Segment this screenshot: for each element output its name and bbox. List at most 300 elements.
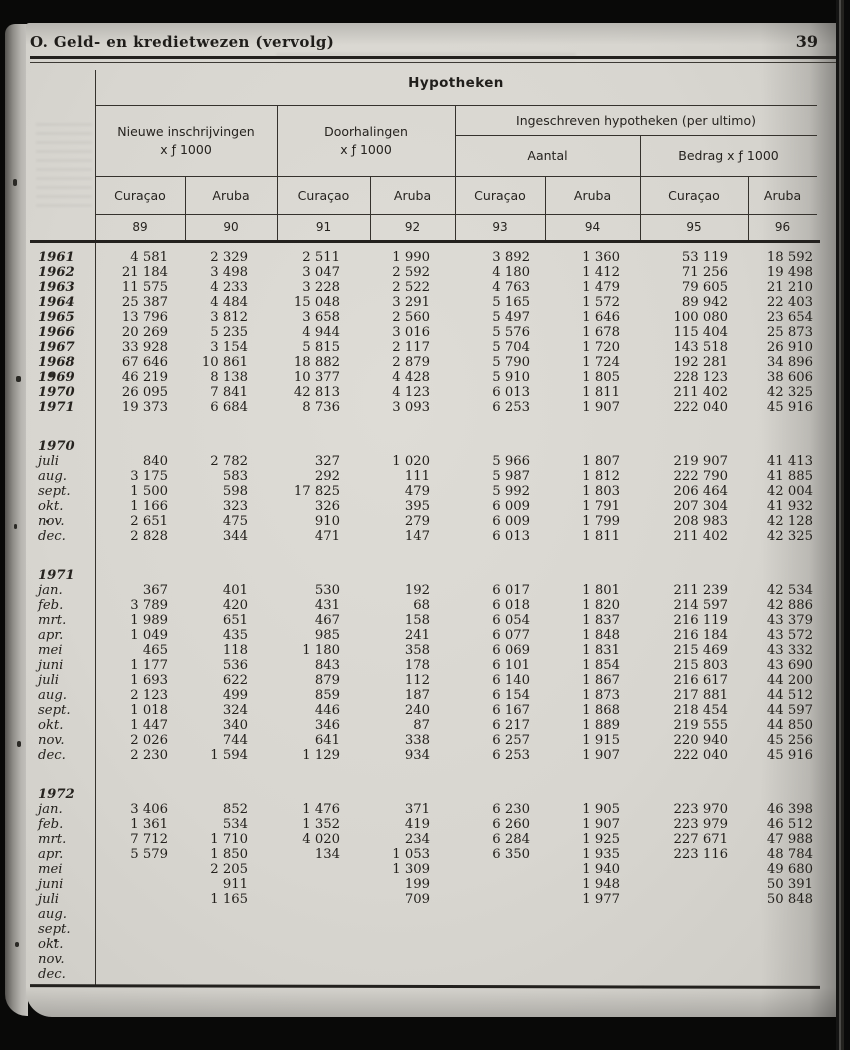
row-label: mei [38, 862, 63, 877]
region-header-91: Curaçao [297, 187, 350, 203]
table-row [30, 265, 820, 280]
cell-col-96: 43 332 [766, 643, 813, 658]
table-row [30, 484, 820, 499]
page-stack-left-edge [5, 24, 28, 1016]
cell-col-91 [277, 922, 370, 937]
cell-col-89 [95, 922, 185, 937]
cell-col-93: 6 284 [492, 832, 530, 847]
column-number-94: 94 [584, 220, 601, 234]
cell-col-89: 840 [142, 454, 168, 469]
cell-col-94: 1 915 [582, 733, 620, 748]
row-label: okt. [38, 937, 64, 952]
cell-col-95 [640, 967, 748, 982]
row-label: sept. [38, 922, 71, 937]
table-row [30, 817, 820, 832]
table-section [30, 787, 820, 982]
cell-col-93: 6 013 [492, 385, 530, 400]
cell-col-95: 192 281 [673, 355, 728, 370]
table-section [30, 568, 820, 763]
cell-col-91: 859 [314, 688, 340, 703]
row-label: aug. [38, 469, 67, 484]
cell-col-96: 42 886 [766, 598, 813, 613]
table-row [30, 370, 820, 385]
row-label: 1962 [38, 265, 75, 280]
row-label: juli [38, 892, 60, 907]
cell-col-92: 3 016 [392, 325, 430, 340]
subgroup-bedrag: Bedrag x ƒ 1000 [678, 148, 779, 163]
cell-col-94: 1 925 [582, 832, 620, 847]
cell-col-93: 6 069 [492, 643, 530, 658]
cell-col-89: 2 828 [130, 529, 168, 544]
scan-speck [16, 376, 21, 382]
table-row [30, 385, 820, 400]
cell-col-93: 6 167 [492, 703, 530, 718]
cell-col-92: 4 123 [392, 385, 430, 400]
cell-col-93: 4 180 [492, 265, 530, 280]
cell-col-91: 10 377 [293, 370, 340, 385]
cell-col-94: 1 805 [582, 370, 620, 385]
table-row [30, 310, 820, 325]
row-label: mrt. [38, 832, 67, 847]
row-label: dec. [38, 529, 66, 544]
cell-col-96: 41 932 [766, 499, 813, 514]
cell-col-94: 1 812 [582, 469, 620, 484]
cell-col-92: 234 [404, 832, 430, 847]
cell-col-96: 22 403 [766, 295, 813, 310]
row-label: okt. [38, 718, 64, 733]
cell-col-92: 934 [404, 748, 430, 763]
table-row [30, 280, 820, 295]
cell-col-91 [277, 937, 370, 952]
cell-col-89: 1 500 [130, 484, 168, 499]
cell-col-92: 479 [404, 484, 430, 499]
cell-col-93: 3 892 [492, 250, 530, 265]
cell-col-93: 5 966 [492, 454, 530, 469]
row-label: nov. [38, 952, 65, 967]
cell-col-91 [277, 892, 370, 907]
cell-col-90: 340 [222, 718, 248, 733]
row-label: 1971 [38, 400, 75, 415]
region-header-96: Aruba [763, 187, 802, 203]
group-label: Nieuwe inschrijvingen [117, 124, 255, 139]
cell-col-91: 327 [314, 454, 340, 469]
cell-col-92: 158 [404, 613, 430, 628]
cell-col-92: 2 117 [392, 340, 430, 355]
table-row [30, 877, 820, 892]
cell-col-91: 134 [314, 847, 340, 862]
table-row [30, 907, 820, 922]
cell-col-90: 401 [222, 583, 248, 598]
column-number-92: 92 [404, 220, 421, 234]
table-row [30, 355, 820, 370]
table-row [30, 613, 820, 628]
row-label: 1965 [38, 310, 75, 325]
cell-col-96: 23 654 [766, 310, 813, 325]
row-label: nov. [38, 733, 65, 748]
cell-col-94 [545, 907, 640, 922]
table-row [30, 499, 820, 514]
cell-col-95: 222 790 [673, 469, 728, 484]
cell-col-96: 45 256 [766, 733, 813, 748]
cell-col-89: 4 581 [130, 250, 168, 265]
cell-col-93: 6 009 [492, 499, 530, 514]
cell-col-93: 5 790 [492, 355, 530, 370]
cell-col-95: 211 402 [673, 529, 728, 544]
table-row [30, 583, 820, 598]
cell-col-95: 211 239 [673, 583, 728, 598]
cell-col-91: 471 [314, 529, 340, 544]
cell-col-90: 4 484 [210, 295, 248, 310]
table-row [30, 628, 820, 643]
row-label: sept. [38, 484, 71, 499]
page-header [30, 32, 820, 51]
page-number: 39 [795, 32, 818, 51]
table-row [30, 733, 820, 748]
cell-col-94: 1 799 [582, 514, 620, 529]
table-row [30, 688, 820, 703]
cell-col-89 [95, 937, 185, 952]
cell-col-93: 5 992 [492, 484, 530, 499]
cell-col-93: 6 257 [492, 733, 530, 748]
cell-col-89: 3 175 [130, 469, 168, 484]
cell-col-91: 879 [314, 673, 340, 688]
cell-col-91: 641 [314, 733, 340, 748]
row-label: juni [38, 877, 64, 892]
table-row [30, 748, 820, 763]
cell-col-94 [545, 952, 640, 967]
table-row [30, 340, 820, 355]
cell-col-95: 228 123 [673, 370, 728, 385]
cell-col-89: 33 928 [121, 340, 168, 355]
row-label: sept. [38, 703, 71, 718]
cell-col-93: 6 054 [492, 613, 530, 628]
table-title: Hypotheken [408, 75, 504, 91]
cell-col-92: 187 [404, 688, 430, 703]
row-label: apr. [38, 628, 64, 643]
group-label: Doorhalingen [324, 124, 408, 139]
cell-col-92: 4 428 [392, 370, 430, 385]
cell-col-94: 1 720 [582, 340, 620, 355]
cell-col-95: 223 979 [673, 817, 728, 832]
cell-col-90: 1 850 [210, 847, 248, 862]
cell-col-95: 89 942 [681, 295, 728, 310]
cell-col-93: 6 013 [492, 529, 530, 544]
cell-col-92: 395 [404, 499, 430, 514]
cell-col-90: 1 594 [210, 748, 248, 763]
cell-col-90: 344 [222, 529, 248, 544]
row-label: dec. [38, 967, 66, 982]
cell-col-92 [370, 907, 455, 922]
cell-col-90: 4 233 [210, 280, 248, 295]
cell-col-91: 8 736 [302, 400, 340, 415]
page-stack-right-edge [836, 0, 850, 1050]
cell-col-93: 6 217 [492, 718, 530, 733]
cell-col-95: 219 907 [673, 454, 728, 469]
cell-col-94: 1 811 [582, 385, 620, 400]
cell-col-96: 41 885 [766, 469, 813, 484]
cell-col-94: 1 907 [582, 748, 620, 763]
cell-col-96: 43 379 [766, 613, 813, 628]
cell-col-94: 1 811 [582, 529, 620, 544]
table-row [30, 514, 820, 529]
cell-col-92: 279 [404, 514, 430, 529]
cell-col-91: 17 825 [293, 484, 340, 499]
cell-col-93 [455, 937, 545, 952]
cell-col-90: 8 138 [210, 370, 248, 385]
cell-col-93 [455, 922, 545, 937]
cell-col-90 [185, 922, 277, 937]
cell-col-91: 431 [314, 598, 340, 613]
cell-col-95: 222 040 [673, 748, 728, 763]
cell-col-94: 1 889 [582, 718, 620, 733]
cell-col-96: 45 916 [766, 748, 813, 763]
cell-col-91 [277, 907, 370, 922]
cell-col-90: 2 329 [210, 250, 248, 265]
cell-col-93: 5 704 [492, 340, 530, 355]
cell-col-96: 42 534 [766, 583, 813, 598]
table-bottom-rule [30, 984, 820, 989]
cell-col-93: 6 253 [492, 400, 530, 415]
cell-col-89 [95, 877, 185, 892]
cell-col-89: 2 123 [130, 688, 168, 703]
row-label: 1968 [38, 355, 75, 370]
cell-col-90: 435 [222, 628, 248, 643]
row-label: juni [38, 658, 64, 673]
cell-col-90: 1 710 [210, 832, 248, 847]
cell-col-89: 26 095 [121, 385, 168, 400]
cell-col-94: 1 479 [582, 280, 620, 295]
cell-col-91: 5 815 [302, 340, 340, 355]
cell-col-94: 1 360 [582, 250, 620, 265]
cell-col-94: 1 948 [582, 877, 620, 892]
cell-col-89: 21 184 [121, 265, 168, 280]
cell-col-96: 44 200 [766, 673, 813, 688]
group-doorhalingen [277, 105, 455, 176]
cell-col-92: 1 309 [392, 862, 430, 877]
cell-col-95: 53 119 [681, 250, 728, 265]
cell-col-90 [185, 952, 277, 967]
cell-col-92: 178 [404, 658, 430, 673]
cell-col-89: 13 796 [121, 310, 168, 325]
table-row [30, 802, 820, 817]
cell-col-94 [545, 922, 640, 937]
cell-col-90: 420 [222, 598, 248, 613]
cell-col-92: 3 291 [392, 295, 430, 310]
cell-col-95: 223 116 [673, 847, 728, 862]
row-label: 1967 [38, 340, 75, 355]
section-title: O. Geld- en kredietwezen (vervolg) [30, 33, 335, 51]
cell-col-90: 475 [222, 514, 248, 529]
cell-col-94: 1 572 [582, 295, 620, 310]
cell-col-93 [455, 877, 545, 892]
column-number-90: 90 [223, 220, 239, 234]
cell-col-93: 5 165 [492, 295, 530, 310]
region-header-93: Curaçao [474, 187, 526, 203]
row-label: 1963 [38, 280, 75, 295]
cell-col-93: 6 009 [492, 514, 530, 529]
cell-col-93: 6 140 [492, 673, 530, 688]
cell-col-89: 7 712 [130, 832, 168, 847]
cell-col-93: 5 497 [492, 310, 530, 325]
row-label: 1966 [38, 325, 75, 340]
cell-col-91: 42 813 [293, 385, 340, 400]
cell-col-96: 19 498 [766, 265, 813, 280]
group-unit: x ƒ 1000 [340, 142, 392, 157]
row-label: mei [38, 643, 63, 658]
cell-col-90: 3 498 [210, 265, 248, 280]
cell-col-93: 5 576 [492, 325, 530, 340]
table-row [30, 847, 820, 862]
cell-col-91: 1 352 [302, 817, 340, 832]
cell-col-92: 68 [413, 598, 430, 613]
cell-col-96: 47 988 [766, 832, 813, 847]
cell-col-93 [455, 907, 545, 922]
group-unit: x ƒ 1000 [160, 142, 212, 157]
cell-col-90 [185, 937, 277, 952]
cell-col-95: 115 404 [673, 325, 728, 340]
cell-col-95 [640, 922, 748, 937]
cell-col-96: 50 848 [766, 892, 813, 907]
cell-col-95: 215 469 [673, 643, 728, 658]
cell-col-92: 2 879 [392, 355, 430, 370]
cell-col-94: 1 935 [582, 847, 620, 862]
cell-col-89: 1 166 [130, 499, 168, 514]
cell-col-91: 292 [314, 469, 340, 484]
row-label: apr. [38, 847, 64, 862]
cell-col-96: 18 592 [766, 250, 813, 265]
cell-col-96: 38 606 [766, 370, 813, 385]
cell-col-89 [95, 862, 185, 877]
table-row [30, 250, 820, 265]
cell-col-94: 1 678 [582, 325, 620, 340]
cell-col-91: 4 944 [302, 325, 340, 340]
cell-col-94: 1 724 [582, 355, 620, 370]
cell-col-92: 338 [404, 733, 430, 748]
row-label: mrt. [38, 613, 67, 628]
cell-col-95 [640, 937, 748, 952]
cell-col-90: 534 [222, 817, 248, 832]
cell-col-92: 419 [404, 817, 430, 832]
cell-col-95: 220 940 [673, 733, 728, 748]
cell-col-95: 215 803 [673, 658, 728, 673]
cell-col-92: 241 [404, 628, 430, 643]
cell-col-96: 46 512 [766, 817, 813, 832]
header-bottom-rule [30, 240, 820, 243]
cell-col-95: 223 970 [673, 802, 728, 817]
cell-col-89: 25 387 [121, 295, 168, 310]
cell-col-92: 371 [404, 802, 430, 817]
cell-col-91: 530 [314, 583, 340, 598]
year-label-row [30, 439, 820, 454]
cell-col-96: 50 391 [766, 877, 813, 892]
row-label: jan. [38, 802, 63, 817]
cell-col-96: 42 004 [766, 484, 813, 499]
cell-col-90: 3 154 [210, 340, 248, 355]
cell-col-90: 852 [222, 802, 248, 817]
cell-col-89 [95, 967, 185, 982]
cell-col-91: 2 511 [302, 250, 340, 265]
column-number-96: 96 [774, 220, 791, 234]
cell-col-91: 446 [314, 703, 340, 718]
cell-col-93: 6 017 [492, 583, 530, 598]
cell-col-96 [748, 937, 817, 952]
cell-col-90: 499 [222, 688, 248, 703]
cell-col-96: 43 572 [766, 628, 813, 643]
cell-col-96 [748, 967, 817, 982]
cell-col-96 [748, 907, 817, 922]
cell-col-95: 217 881 [673, 688, 728, 703]
row-label: 1961 [38, 250, 75, 265]
cell-col-91: 18 882 [293, 355, 340, 370]
cell-col-91: 910 [314, 514, 340, 529]
cell-col-95 [640, 862, 748, 877]
cell-col-92: 199 [404, 877, 430, 892]
region-header-89: Curaçao [114, 187, 166, 203]
cell-col-92: 2 592 [392, 265, 430, 280]
cell-col-90: 622 [222, 673, 248, 688]
table-row [30, 469, 820, 484]
cell-col-91: 467 [314, 613, 340, 628]
cell-col-89: 1 447 [130, 718, 168, 733]
cell-col-95: 100 080 [673, 310, 728, 325]
cell-col-96: 25 873 [766, 325, 813, 340]
cell-col-93: 5 987 [492, 469, 530, 484]
year-label: 1972 [38, 787, 75, 802]
cell-col-94: 1 848 [582, 628, 620, 643]
cell-col-91: 3 047 [302, 265, 340, 280]
row-label: 1970 [38, 385, 75, 400]
subgroup-aantal: Aantal [527, 148, 568, 163]
cell-col-91: 15 048 [293, 295, 340, 310]
cell-col-89: 1 693 [130, 673, 168, 688]
cell-col-91: 843 [314, 658, 340, 673]
cell-col-94: 1 646 [582, 310, 620, 325]
table-row [30, 673, 820, 688]
cell-col-95 [640, 892, 748, 907]
group-nieuwe-inschrijvingen [95, 105, 277, 176]
cell-col-91: 1 476 [302, 802, 340, 817]
table-row [30, 325, 820, 340]
cell-col-89 [95, 907, 185, 922]
year-label: 1970 [38, 439, 75, 454]
cell-col-95: 219 555 [673, 718, 728, 733]
cell-col-96: 43 690 [766, 658, 813, 673]
cell-col-92: 111 [404, 469, 430, 484]
cell-col-89: 19 373 [121, 400, 168, 415]
row-label: 1964 [38, 295, 75, 310]
cell-col-93 [455, 862, 545, 877]
row-label: aug. [38, 907, 67, 922]
cell-col-90: 1 165 [210, 892, 248, 907]
cell-col-95: 222 040 [673, 400, 728, 415]
cell-col-93: 6 018 [492, 598, 530, 613]
cell-col-92: 3 093 [392, 400, 430, 415]
table-row [30, 295, 820, 310]
cell-col-89: 1 361 [130, 817, 168, 832]
cell-col-95: 227 671 [673, 832, 728, 847]
scan-speck [13, 179, 17, 186]
cell-col-93: 6 154 [492, 688, 530, 703]
cell-col-89: 3 789 [130, 598, 168, 613]
cell-col-90 [185, 967, 277, 982]
cell-col-94: 1 905 [582, 802, 620, 817]
cell-col-95: 216 119 [673, 613, 728, 628]
cell-col-89: 46 219 [121, 370, 168, 385]
cell-col-92: 2 522 [392, 280, 430, 295]
cell-col-95: 211 402 [673, 385, 728, 400]
cell-col-94: 1 837 [582, 613, 620, 628]
cell-col-95: 71 256 [681, 265, 728, 280]
